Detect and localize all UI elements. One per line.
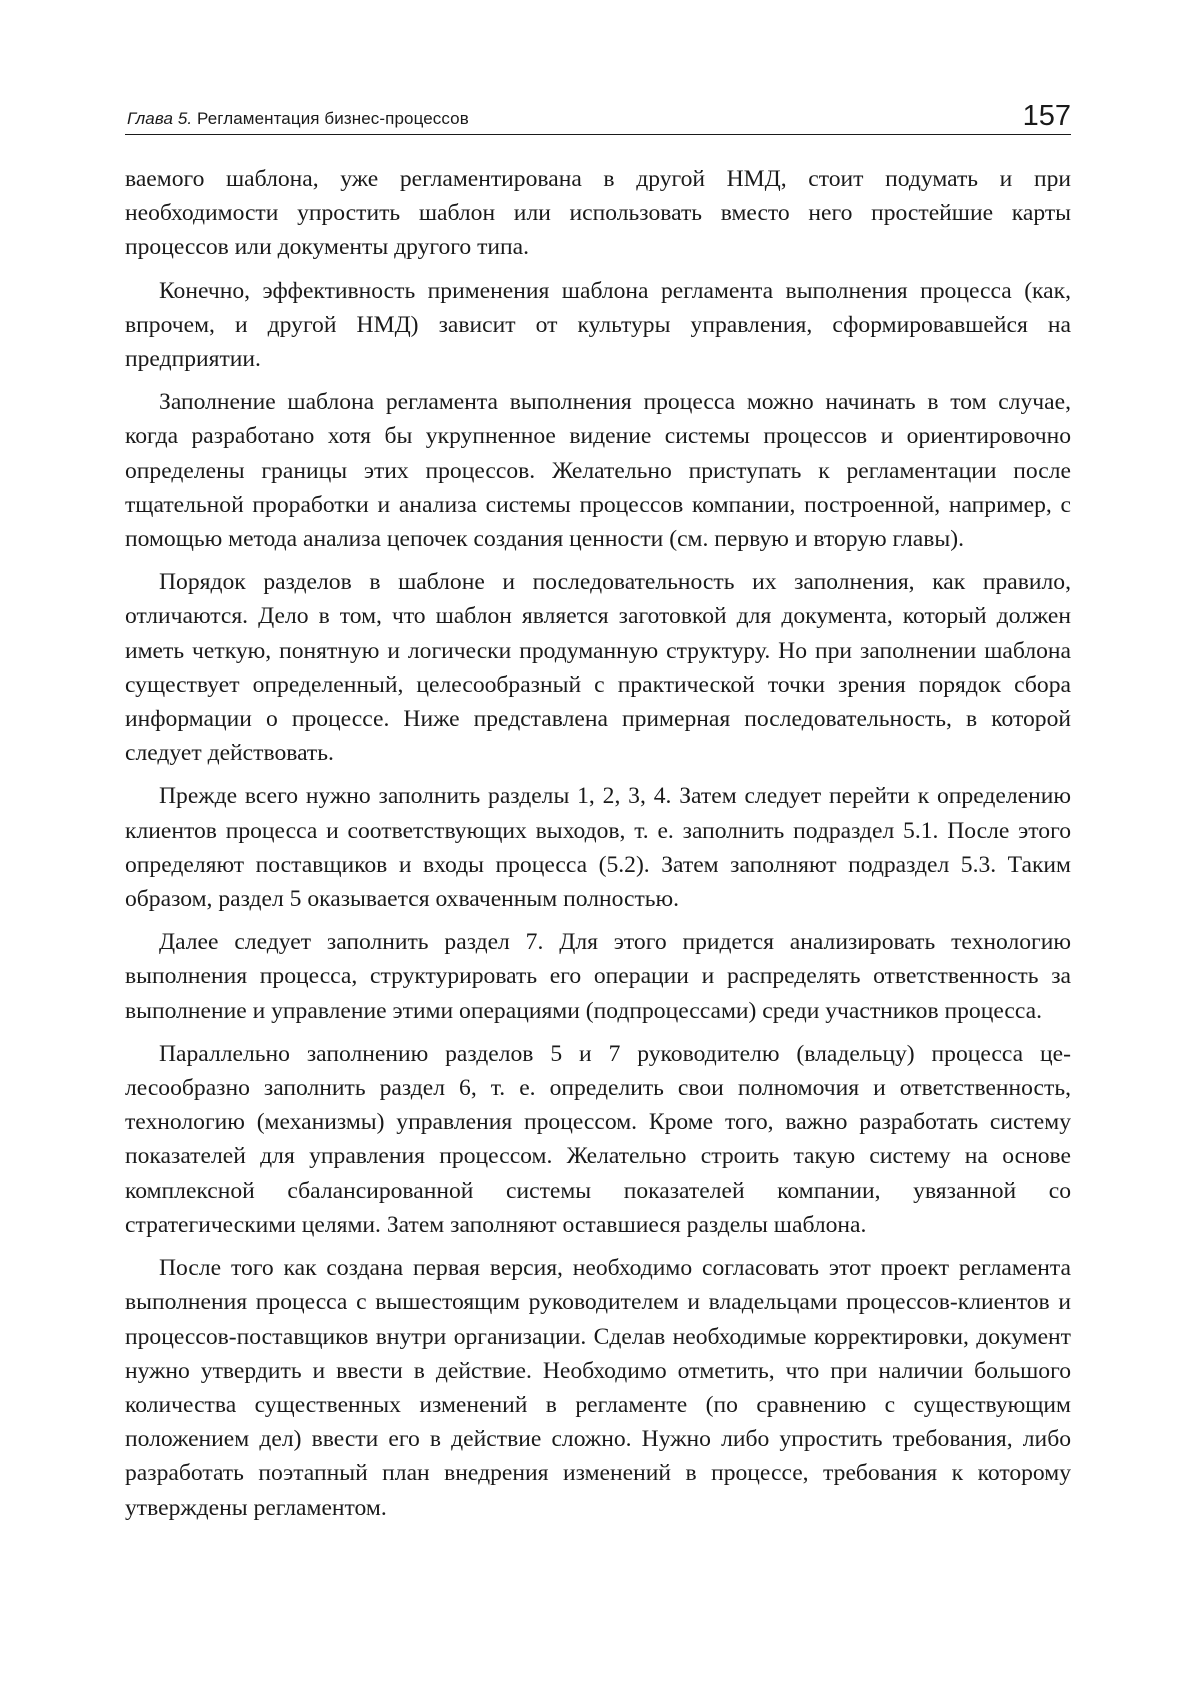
chapter-title: Регламентация бизнес-процессов (197, 109, 469, 128)
paragraph: Параллельно заполнению разделов 5 и 7 руководителю (владельцу) процесса целесообразно заполнить раздел 6, т. е. определить свои полномочия и ответственность, технологию (механизмы) управления процессом. Кроме того, важно разработать систему показателей для управления процессом. Желательно строить такую систему на основе комплексной сбалансированной системы показателей компании, увязанной со стратегическими целями. Затем заполняют оставшиеся разделы шаблона. (125, 1040, 1071, 1238)
paragraph: После того как создана первая версия, необходимо согласовать этот проект регламента выполнения процесса с вышестоящим руководителем и владельцами процессов-клиентов и процессов-поставщиков внутри организации. Сделав необходимые корректировки, документ нужно утвердить и ввести в действие. Необходимо отметить, что при наличии большого количества существенных изменений в регламенте (по сравнению с существующим положением дел) ввести его в действие сложно. Нужно либо упростить требования, либо разработать поэтапный план внедрения изменений в процессе, требования к которому утверждены регламентом. (125, 1255, 1071, 1521)
body-text (125, 162, 1071, 1525)
chapter-label: Глава 5. (127, 109, 193, 128)
paragraph: Прежде всего нужно заполнить разделы 1, 2, 3, 4. Затем следует перейти к определению клиентов процесса и соответствующих выходов, т. е. заполнить подраздел 5.1. После этого определяют поставщиков и входы процесса (5.2). Затем заполняют подраздел 5.3. Таким образом, раздел 5 оказывается охваченным полностью. (125, 783, 1071, 913)
paragraph: ваемого шаблона, уже регламентирована в другой НМД, стоит подумать и при необходимости упростить шаблон или использовать вместо него простейшие карты процессов или документы другого типа. (125, 166, 1071, 261)
paragraph: Заполнение шаблона регламента выполнения процесса можно начинать в том случае, когда разработано хотя бы укрупненное видение системы процессов и ориентировочно определены границы этих процессов. Желательно приступать к регламентации после тщательной проработки и анализа системы процессов компании, построенной, например, с помощью метода анализа цепочек создания ценности (см. первую и вторую главы). (125, 389, 1071, 553)
running-title (127, 109, 469, 129)
page-number: 157 (1022, 100, 1071, 132)
running-header (125, 96, 1071, 135)
paragraph: Порядок разделов в шаблоне и последовательность их заполнения, как правило, отличаются. Дело в том, что шаблон является заготовкой для документа, который должен иметь четкую, понятную и логически продуманную структуру. Но при заполнении шаблона существует определенный, целесообразный с практической точки зрения порядок сбора информации о процессе. Ниже представлена примерная последовательность, в которой следует действовать. (125, 569, 1071, 767)
paragraph: Конечно, эффективность применения шаблона регламента выполнения процесса (как, впрочем, и другой НМД) зависит от культуры управления, сформировавшейся на предприятии. (125, 277, 1071, 373)
paragraph: Далее следует заполнить раздел 7. Для этого придется анализировать технологию выполнения процесса, структурировать его операции и распределять ответственность за выполнение и управление этими операциями (подпроцессами) среди участников процесса. (125, 929, 1071, 1024)
